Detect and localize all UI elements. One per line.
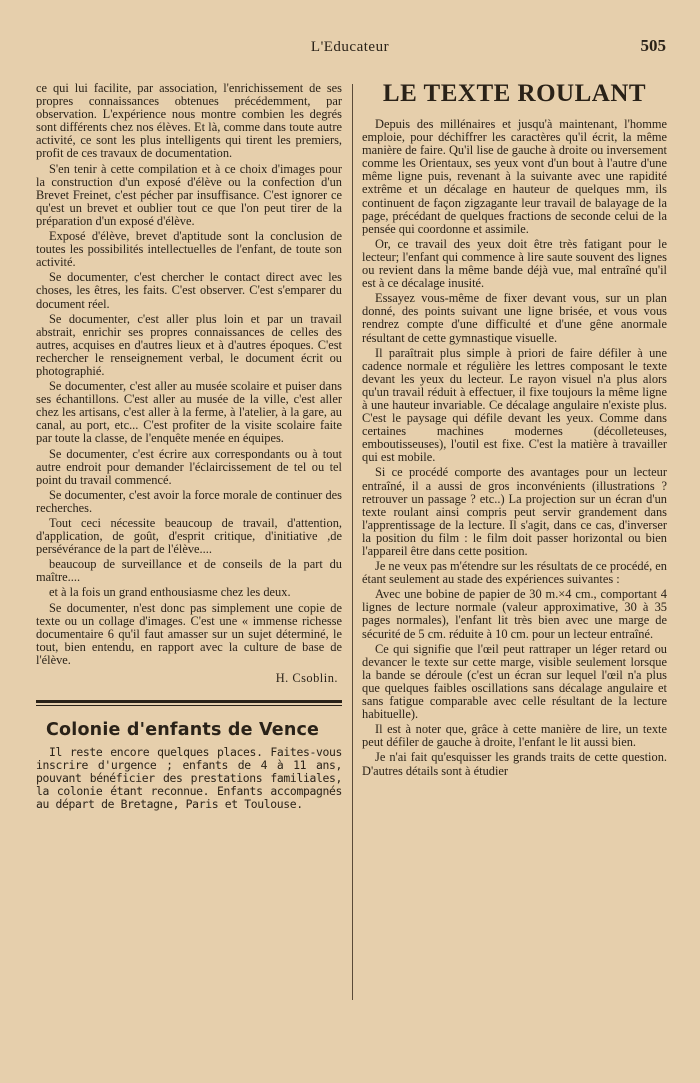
left-paragraph: Tout ceci nécessite beaucoup de travail, d'attention, d'application, de goût, d'esprit critique, d'initiative ,de persévérance de la part de l'élève.... (36, 516, 342, 557)
section-divider-thin (36, 705, 342, 706)
journal-title: L'Educateur (310, 39, 390, 55)
left-paragraph: et à la fois un grand enthousiasme chez les deux. (49, 585, 291, 600)
page-number: 505 (640, 36, 666, 55)
announcement-title: Colonie d'enfants de Vence (46, 720, 320, 741)
right-column (362, 80, 667, 780)
right-paragraph: Essayez vous-même de fixer devant vous, sur un plan donné, des points suivant une ligne brisée, et vous vous rendrez compte d'une difficulté et d'une gêne anormale résultant de cette gymnastique visuelle. (362, 291, 667, 345)
article-title: LE TEXTE ROULANT (382, 80, 647, 107)
announcement-text: Il reste encore quelques places. Faites-vous inscrire d'urgence ; enfants de 4 à 11 ans, pouvant bénéficier des prestations familiales, la colonie étant reconnue. Enfants accompagnés au départ de Bretagne, Paris et Toulouse. (36, 745, 342, 812)
left-paragraph: ce qui lui facilite, par association, l'enrichissement de ses propres connaissances obtenues précédemment, par observation. L'expérience nous montre combien les degrés sont différents chez nos élèves. Et là, comme dans toute autre activité, ce sont les plus intelligents qui tirent les premiers, profit de ces travaux de documentation. (36, 81, 342, 161)
left-paragraph: Exposé d'élève, brevet d'aptitude sont la conclusion de toutes les possibilités intellectuelles de l'enfant, de toute son activité. (36, 229, 342, 270)
left-paragraph: Se documenter, n'est donc pas simplement une copie de texte ou un collage d'images. C'est une « immense richesse documentaire 6 qu'il faut amasser sur un sujet déterminé, le tout, bien entendu, en rapport avec la culture de base de l'élève. (36, 600, 342, 667)
left-paragraph: beaucoup de surveillance et de conseils de la part du maître.... (36, 557, 342, 585)
right-paragraph: Depuis des millénaires et jusqu'à maintenant, l'homme emploie, pour déchiffrer les caractères qu'il écrit, la même manière de faire. Qu'il lise de gauche à droite ou inversement comme les Orientaux, ses yeux vont d'un bout à l'autre d'une même ligne puis, revenant à la suivante avec une rapidité extrême et un décalage en hauteur de quelques mm, ils continuent de façon zigzagante leur travail de balayage de la page, précédant de quelques fractions de seconde celui de la pensée qui coordonne et assimile. (362, 117, 667, 236)
section-divider (36, 700, 342, 703)
right-paragraph: Avec une bobine de papier de 30 m.×4 cm., comportant 4 lignes de lecture normale (valeur approximative, 30 à 35 pages normales), l'enfant lit très bien avec une marge de sécurité de 5 cm. réduite à 10 cm. pour un lecteur entraîné. (362, 587, 667, 641)
right-paragraph: Il paraîtrait plus simple à priori de faire défiler à une cadence normale et régulière les lettres composant le texte devant les yeux du lecteur. Le rayon visuel n'a plus alors qu'un travail réduit à effectuer, il fixe toujours la même ligne à une hauteur invariable. Ce décalage angulaire n'existe plus. C'est le paysage qui défile devant les yeux. Comme dans certaines machines modernes (décolleteuses, emboutisseuses), l'outil est fixe. C'est la matière à travailler qui est mobile. (362, 345, 667, 465)
announcement-box (36, 720, 342, 811)
author-signature: H. Csoblin. (275, 671, 338, 686)
column-divider (352, 84, 353, 1000)
right-paragraph: Je n'ai fait qu'esquisser les grands traits de cette question. D'autres détails sont à étudier (362, 750, 667, 778)
right-paragraph: Si ce procédé comporte des avantages pour un lecteur entraîné, il a aussi de gros inconvénients (illustrations ? retrouver un passage ? etc..) La projection sur un écran d'un texte roulant ainsi compris peut servir grandement dans l'apprentissage de la lecture. Il s'agit, dans ce cas, d'inverser la position du film : le film doit passer horizontal ou bien l'appareil être dans cette position. (362, 465, 667, 558)
right-paragraph: Il est à noter que, grâce à cette manière de lire, un texte peut défiler de gauche à droite, l'enfant le lit aussi bien. (362, 722, 667, 750)
left-paragraph: S'en tenir à cette compilation et à ce choix d'images pour la construction d'un exposé d'élève ou la confection d'un Brevet Freinet, c'est pécher par insuffisance. C'est ignorer ce qu'est un brevet et oublier tout ce que l'on peut tirer de la préparation d'un exposé d'élève. (36, 161, 342, 228)
left-paragraph: Se documenter, c'est chercher le contact direct avec les choses, les êtres, les faits. C'est observer. C'est s'emparer du document réel. (36, 270, 342, 311)
right-paragraph: Je ne veux pas m'étendre sur les résultats de ce procédé, en étant seulement au stade des expériences suivantes : (362, 559, 667, 587)
left-paragraph: Se documenter, c'est aller au musée scolaire et puiser dans ses échantillons. C'est aller au musée de la ville, c'est aller chez les artisans, c'est aller à la ferme, à l'atelier, à la gare, au canal, au port, etc... C'est profiter de la visite scolaire faite par toute la classe, de l'enquête menée en équipes. (36, 379, 342, 446)
right-paragraph: Or, ce travail des yeux doit être très fatigant pour le lecteur; l'enfant qui commence à lire saute souvent des lignes ou revient dans la même bande déjà vue, mal entraîné qu'il est à ce décalage inusité. (362, 236, 667, 291)
right-paragraph: Ce qui signifie que l'œil peut rattraper un léger retard ou devancer le texte sur cette marge, visible seulement lorsque la bande se déroule (c'est un écran sur lequel l'œil n'a plus que quelques faibles oscillations sans décalage angulaire et sans fatigue comparable avec celle résultant de la lecture habituelle). (362, 641, 667, 722)
left-paragraph: Se documenter, c'est avoir la force morale de continuer des recherches. (36, 487, 342, 515)
left-column (36, 82, 342, 813)
left-paragraph: Se documenter, c'est aller plus loin et par un travail abstrait, enrichir ses propres connaissances de celles des autres, acquises en d'autres lieux et à d'autres époques. C'est rechercher le renseignement verbal, le document écrit ou photographié. (36, 311, 342, 378)
left-paragraph: Se documenter, c'est écrire aux correspondants ou à tout autre endroit pour demander l'éclaircissement de tel ou tel point du travail commencé. (36, 446, 342, 487)
